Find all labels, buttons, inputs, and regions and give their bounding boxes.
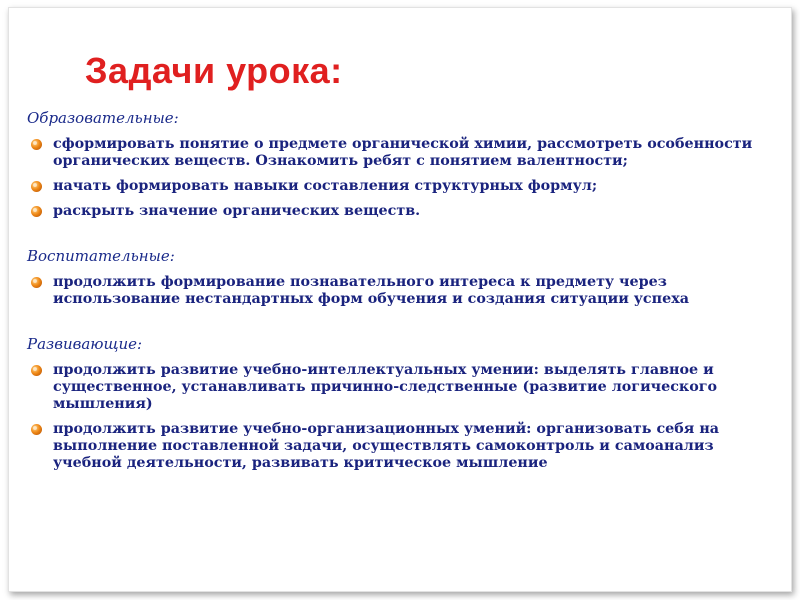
orange-bullet-icon <box>31 277 42 288</box>
orange-bullet-icon <box>31 365 42 376</box>
section-heading: Образовательные: <box>27 109 179 127</box>
list-item <box>23 421 783 472</box>
section-developing <box>23 334 783 472</box>
bullet-list <box>23 274 783 308</box>
bullet-list <box>23 136 783 220</box>
list-item <box>23 203 783 220</box>
orange-bullet-icon <box>31 424 42 435</box>
list-item-text: сформировать понятие о предмете органической химии, рассмотреть особенности органических веществ. Ознакомить ребят с понятием валентности; <box>53 136 753 169</box>
orange-bullet-icon <box>31 206 42 217</box>
list-item <box>23 178 783 195</box>
spacer <box>23 316 783 334</box>
slide-title: Задачи урока: <box>85 50 343 91</box>
list-item <box>23 136 783 170</box>
slide <box>8 7 792 592</box>
list-item-text: продолжить развитие учебно-интеллектуальных умении: выделять главное и существенное, устанавливать причинно-следственные (развитие логического мышления) <box>53 362 718 412</box>
slide-content <box>23 108 783 480</box>
list-item-text: раскрыть значение органических веществ. <box>53 203 421 219</box>
spacer <box>23 228 783 246</box>
orange-bullet-icon <box>31 181 42 192</box>
orange-bullet-icon <box>31 139 42 150</box>
list-item <box>23 274 783 308</box>
list-item-text: продолжить формирование познавательного интереса к предмету через использование нестандартных форм обучения и создания ситуации успеха <box>53 274 689 307</box>
section-educational <box>23 108 783 220</box>
section-heading: Воспитательные: <box>27 247 175 265</box>
section-heading: Развивающие: <box>27 335 143 353</box>
list-item <box>23 362 783 413</box>
bullet-list <box>23 362 783 472</box>
list-item-text: продолжить развитие учебно-организационных умений: организовать себя на выполнение поставленной задачи, осуществлять самоконтроль и самоанализ учебной деятельности, развивать критическое мышление <box>53 421 720 471</box>
section-upbringing <box>23 246 783 308</box>
list-item-text: начать формировать навыки составления структурных формул; <box>53 178 598 194</box>
